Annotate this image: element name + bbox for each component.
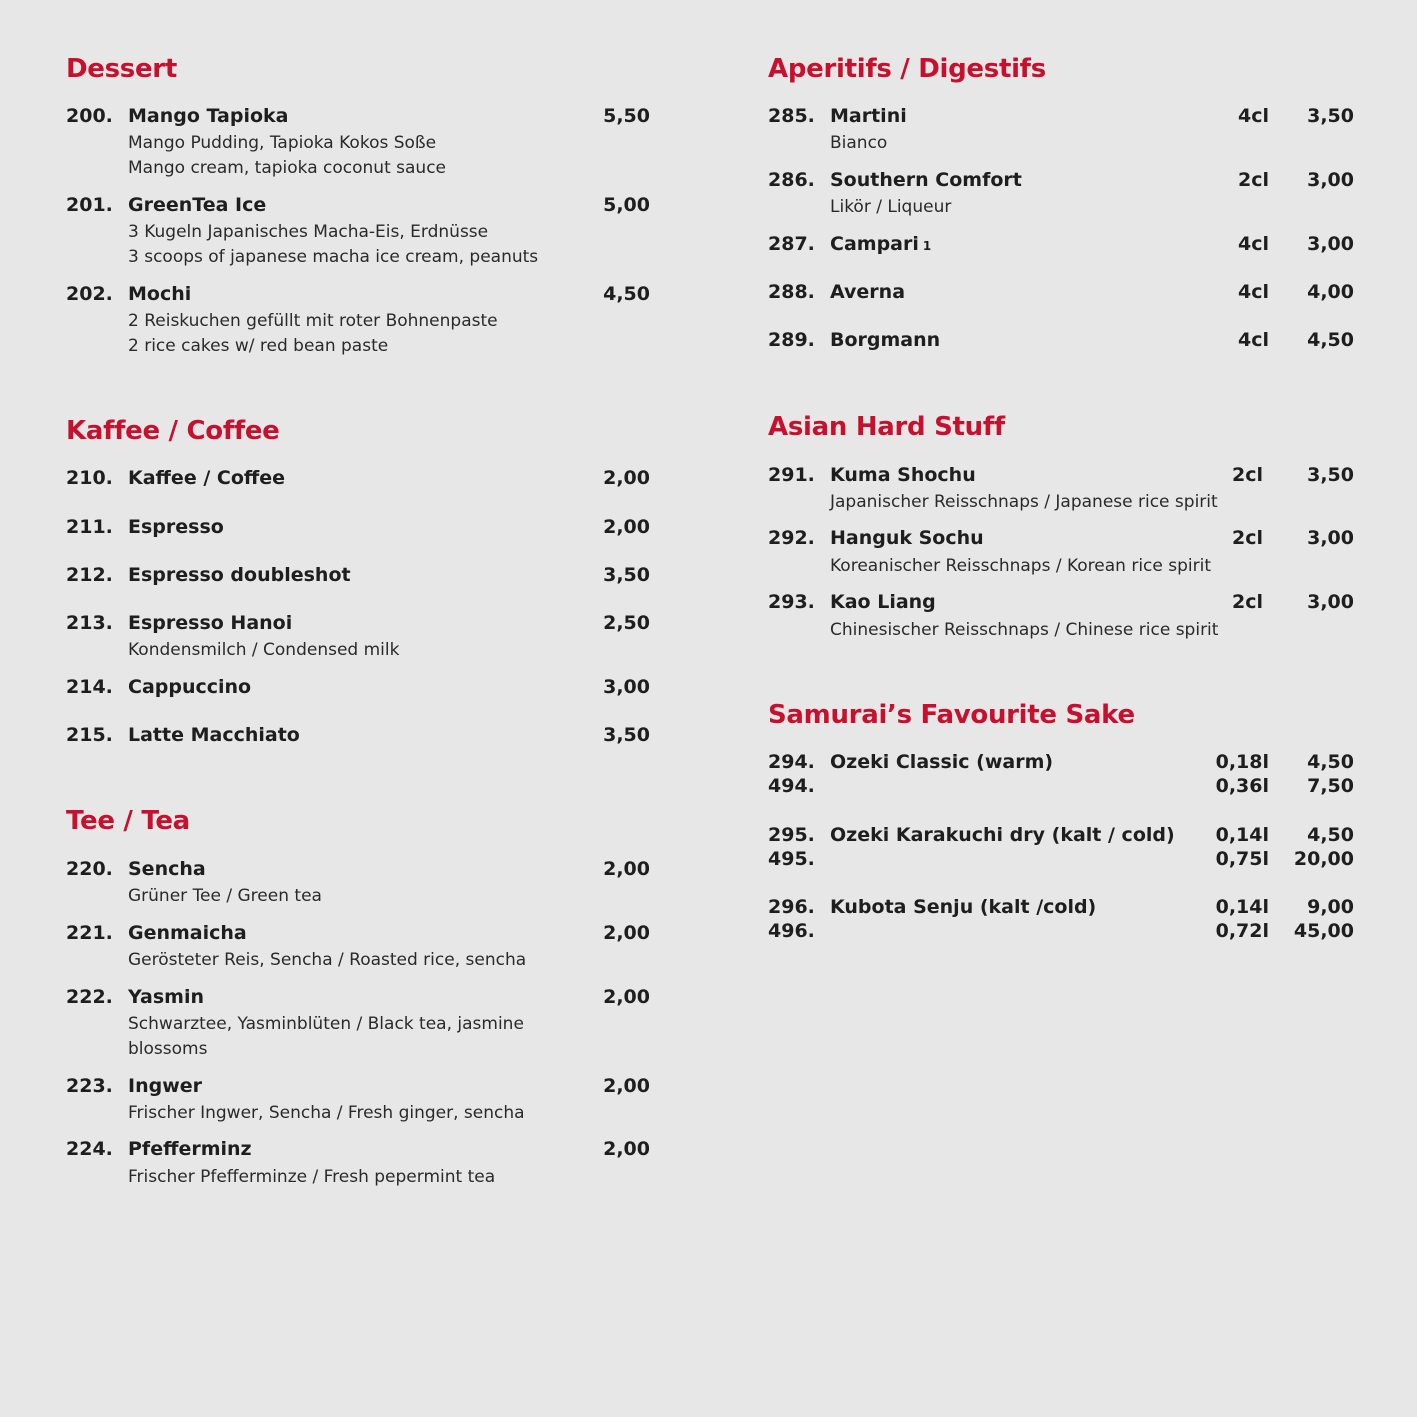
item-name: Latte Macchiato <box>128 724 300 746</box>
item-price: 3,00 <box>1307 527 1354 549</box>
item-description: Gerösteter Reis, Sencha / Roasted rice, sencha <box>128 950 527 970</box>
item-number: 222. <box>66 986 113 1008</box>
item-name: Ozeki Classic (warm) <box>830 751 1054 773</box>
item-name: Borgmann <box>830 329 941 351</box>
item-number: 220. <box>66 858 113 880</box>
item-number: 221. <box>66 922 113 944</box>
item-price: 4,50 <box>603 283 650 305</box>
item-number: 495. <box>768 848 815 870</box>
item-volume: 4cl <box>1238 105 1269 127</box>
item-volume: 4cl <box>1238 233 1269 255</box>
item-volume: 2cl <box>1232 527 1263 549</box>
item-name: Mochi <box>128 283 192 305</box>
item-price: 3,50 <box>603 724 650 746</box>
item-number: 285. <box>768 105 815 127</box>
item-number: 212. <box>66 564 113 586</box>
item-description: Frischer Pfefferminze / Fresh pepermint tea <box>128 1167 496 1187</box>
item-name: Ingwer <box>128 1075 203 1097</box>
item-name: Espresso <box>128 516 224 538</box>
item-number: 291. <box>768 464 815 486</box>
item-description: Schwarztee, Yasminblüten / Black tea, jasmine <box>128 1014 524 1034</box>
item-number: 213. <box>66 612 113 634</box>
section-title-aperitifs: Aperitifs / Digestifs <box>768 54 1046 84</box>
item-price: 9,00 <box>1307 896 1354 918</box>
item-number: 494. <box>768 775 815 797</box>
item-name: GreenTea Ice <box>128 194 267 216</box>
item-volume: 4cl <box>1238 281 1269 303</box>
item-name: Kao Liang <box>830 591 936 613</box>
item-price: 5,00 <box>603 194 650 216</box>
item-price: 20,00 <box>1293 848 1354 870</box>
item-price: 2,00 <box>603 858 650 880</box>
item-number: 200. <box>66 105 113 127</box>
item-number: 214. <box>66 676 113 698</box>
allergen-footnote: 1 <box>922 239 932 253</box>
item-description: Mango Pudding, Tapioka Kokos Soße <box>128 133 437 153</box>
item-number: 201. <box>66 194 113 216</box>
item-name: Espresso doubleshot <box>128 564 351 586</box>
item-number: 202. <box>66 283 113 305</box>
item-number: 295. <box>768 824 815 846</box>
item-price: 4,00 <box>1307 281 1354 303</box>
item-description: Kondensmilch / Condensed milk <box>128 640 400 660</box>
item-name: Pfefferminz <box>128 1138 252 1160</box>
item-volume: 0,14l <box>1215 824 1269 846</box>
item-price: 4,50 <box>1307 329 1354 351</box>
item-price: 2,50 <box>603 612 650 634</box>
section-title-asian: Asian Hard Stuff <box>768 412 1005 442</box>
item-number: 287. <box>768 233 815 255</box>
item-number: 292. <box>768 527 815 549</box>
item-description: Koreanischer Reisschnaps / Korean rice spirit <box>830 556 1212 576</box>
item-name: Kaffee / Coffee <box>128 467 286 489</box>
item-price: 7,50 <box>1307 775 1354 797</box>
item-description: Likör / Liqueur <box>830 197 952 217</box>
item-volume: 0,14l <box>1215 896 1269 918</box>
item-name: Campari <box>830 233 919 255</box>
item-name: Southern Comfort <box>830 169 1022 191</box>
item-name: Kuma Shochu <box>830 464 976 486</box>
item-number: 294. <box>768 751 815 773</box>
item-price: 2,00 <box>603 986 650 1008</box>
section-title-sake: Samurai’s Favourite Sake <box>768 700 1135 730</box>
item-description: Frischer Ingwer, Sencha / Fresh ginger, sencha <box>128 1103 525 1123</box>
item-name: Sencha <box>128 858 206 880</box>
item-description: Mango cream, tapioka coconut sauce <box>128 158 446 178</box>
item-volume: 2cl <box>1238 169 1269 191</box>
item-name: Mango Tapioka <box>128 105 289 127</box>
item-number: 286. <box>768 169 815 191</box>
item-name: Espresso Hanoi <box>128 612 293 634</box>
item-number: 211. <box>66 516 113 538</box>
item-name-wrap <box>830 233 931 255</box>
item-price: 5,50 <box>603 105 650 127</box>
item-name: Martini <box>830 105 907 127</box>
item-description: 3 Kugeln Japanisches Macha-Eis, Erdnüsse <box>128 222 489 242</box>
section-title-tea: Tee / Tea <box>66 806 190 836</box>
item-number: 288. <box>768 281 815 303</box>
item-price: 3,00 <box>1307 233 1354 255</box>
item-price: 3,50 <box>1307 464 1354 486</box>
item-description: 2 Reiskuchen gefüllt mit roter Bohnenpaste <box>128 311 498 331</box>
item-description: Bianco <box>830 133 888 153</box>
item-price: 4,50 <box>1307 824 1354 846</box>
section-title-coffee: Kaffee / Coffee <box>66 416 280 446</box>
item-description: Grüner Tee / Green tea <box>128 886 322 906</box>
item-price: 3,50 <box>1307 105 1354 127</box>
item-number: 223. <box>66 1075 113 1097</box>
item-number: 296. <box>768 896 815 918</box>
item-volume: 2cl <box>1232 591 1263 613</box>
item-volume: 4cl <box>1238 329 1269 351</box>
item-name: Genmaicha <box>128 922 247 944</box>
item-volume: 0,36l <box>1215 775 1269 797</box>
section-title-dessert: Dessert <box>66 54 177 84</box>
item-name: Hanguk Sochu <box>830 527 984 549</box>
item-volume: 2cl <box>1232 464 1263 486</box>
item-price: 3,00 <box>1307 591 1354 613</box>
item-volume: 0,18l <box>1215 751 1269 773</box>
item-number: 210. <box>66 467 113 489</box>
item-price: 3,00 <box>1307 169 1354 191</box>
item-name: Cappuccino <box>128 676 252 698</box>
item-price: 2,00 <box>603 922 650 944</box>
item-description: Chinesischer Reisschnaps / Chinese rice spirit <box>830 620 1219 640</box>
item-name: Averna <box>830 281 906 303</box>
item-price: 3,50 <box>603 564 650 586</box>
item-number: 289. <box>768 329 815 351</box>
item-price: 2,00 <box>603 516 650 538</box>
item-number: 215. <box>66 724 113 746</box>
item-description: blossoms <box>128 1039 208 1059</box>
item-price: 45,00 <box>1293 920 1354 942</box>
item-name: Kubota Senju (kalt /cold) <box>830 896 1097 918</box>
item-volume: 0,75l <box>1215 848 1269 870</box>
item-price: 2,00 <box>603 1075 650 1097</box>
item-volume: 0,72l <box>1215 920 1269 942</box>
item-name: Yasmin <box>128 986 204 1008</box>
item-number: 496. <box>768 920 815 942</box>
item-price: 2,00 <box>603 467 650 489</box>
item-description: Japanischer Reisschnaps / Japanese rice spirit <box>830 492 1218 512</box>
item-description: 2 rice cakes w/ red bean paste <box>128 336 389 356</box>
item-name: Ozeki Karakuchi dry (kalt / cold) <box>830 824 1175 846</box>
item-price: 4,50 <box>1307 751 1354 773</box>
item-price: 2,00 <box>603 1138 650 1160</box>
item-number: 293. <box>768 591 815 613</box>
item-price: 3,00 <box>603 676 650 698</box>
item-description: 3 scoops of japanese macha ice cream, peanuts <box>128 247 539 267</box>
item-number: 224. <box>66 1138 113 1160</box>
